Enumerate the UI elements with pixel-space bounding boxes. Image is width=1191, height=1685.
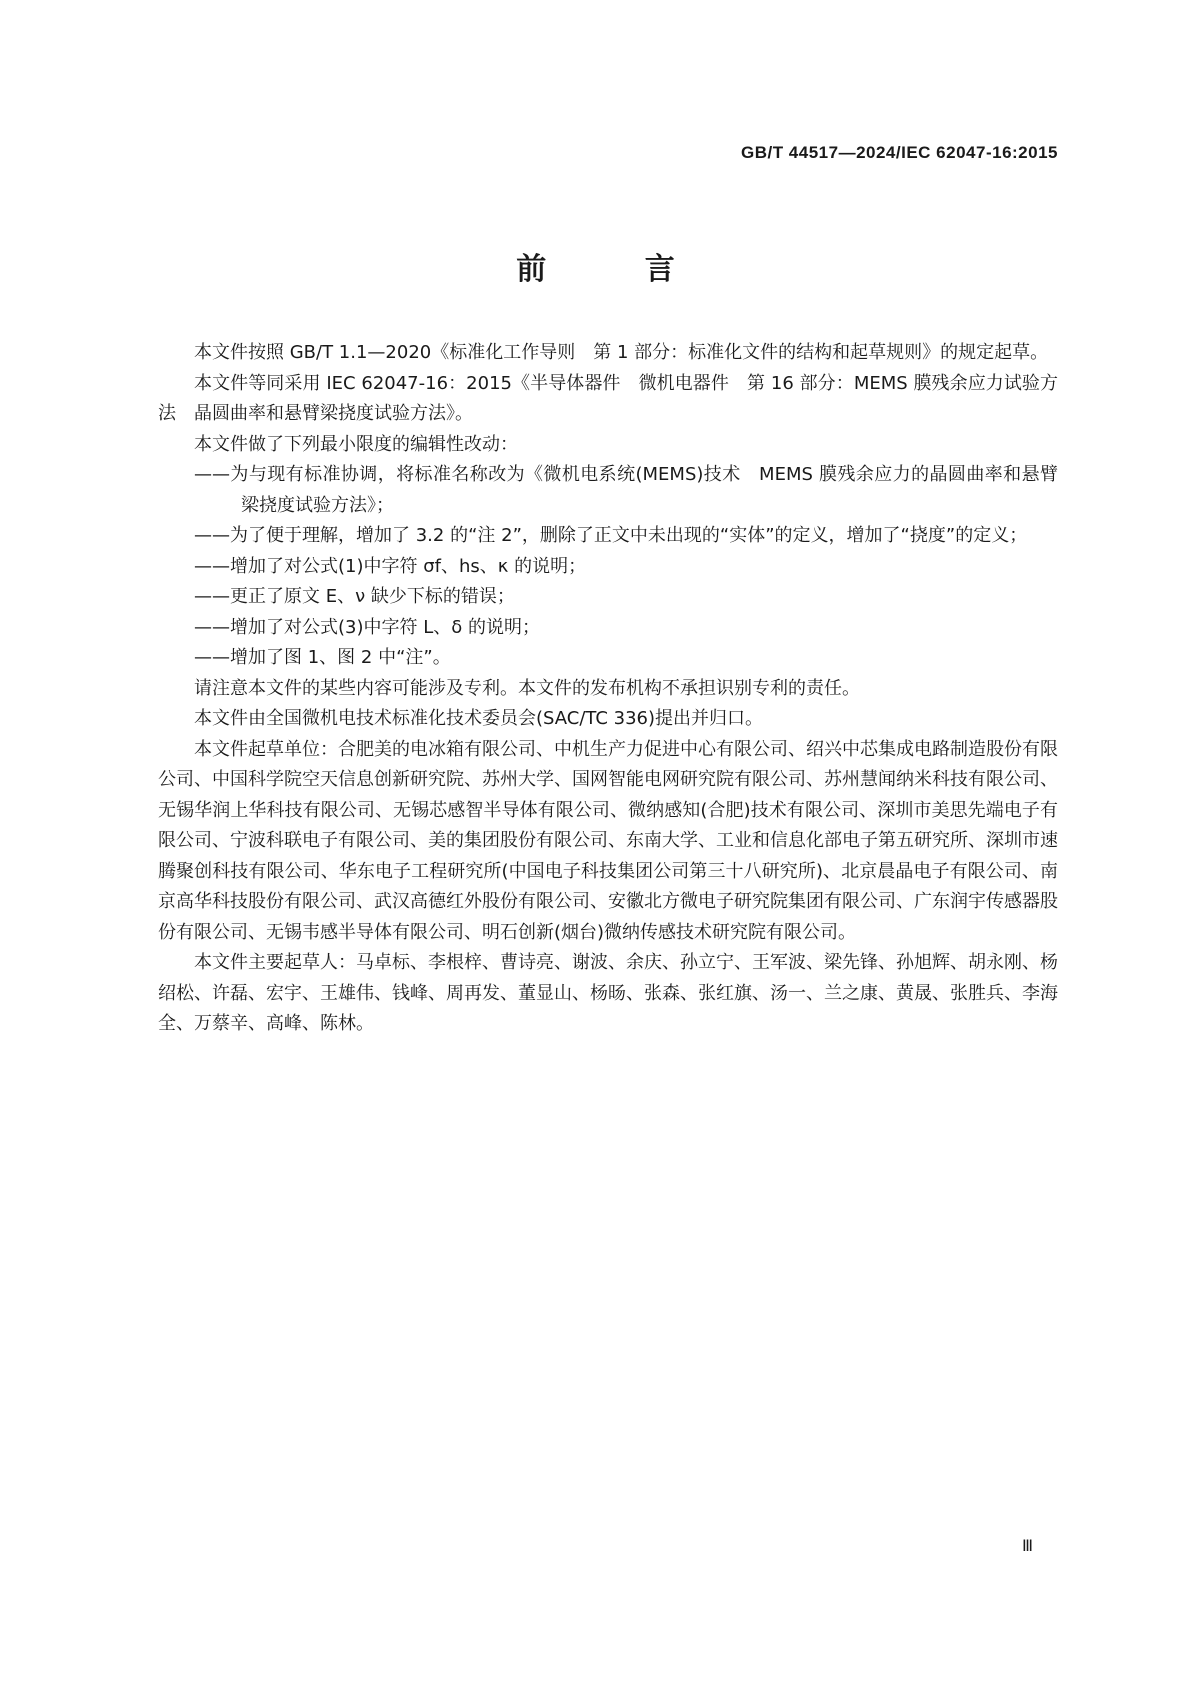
paragraph-drafting-units: 本文件起草单位：合肥美的电冰箱有限公司、中机生产力促进中心有限公司、绍兴中芯集成电路制造股份有限公司、中国科学院空天信息创新研究院、苏州大学、国网智能电网研究院有限公司、苏州慧闻纳米科技有限公司、无锡华润上华科技有限公司、无锡芯感智半导体有限公司、微纳感知(合肥)技术有限公司、深圳市美思先端电子有限公司、宁波科联电子有限公司、美的集团股份有限公司、东南大学、工业和信息化部电子第五研究所、深圳市速腾聚创科技有限公司、华东电子工程研究所(中国电子科技集团公司第三十八研究所)、北京晨晶电子有限公司、南京高华科技股份有限公司、武汉高德红外股份有限公司、安徽北方微电子研究院集团有限公司、广东润宇传感器股份有限公司、无锡韦感半导体有限公司、明石创新(烟台)微纳传感技术研究院有限公司。 <box>158 738 1058 943</box>
paragraph-drafters: 本文件主要起草人：马卓标、李根梓、曹诗亮、谢波、余庆、孙立宁、王军波、梁先锋、孙旭辉、胡永刚、杨绍松、许磊、宏宇、王雄伟、钱峰、周再发、董显山、杨旸、张森、张红旗、汤一、兰之康、黄晟、张胜兵、李海全、万蔡辛、高峰、陈林。 <box>158 952 1058 1034</box>
page-number: Ⅲ <box>1021 1538 1033 1555</box>
standard-code: GB/T 44517—2024/IEC 62047-16:2015 <box>740 143 1058 162</box>
paragraph-patent-notice: 请注意本文件的某些内容可能涉及专利。本文件的发布机构不承担识别专利的责任。 <box>194 677 860 699</box>
paragraph-edits-intro: 本文件做了下列最小限度的编辑性改动： <box>194 433 518 455</box>
list-item: ——更正了原文 E、ν 缺少下标的错误； <box>194 586 515 607</box>
list-item: ——为了便于理解，增加了 3.2 的“注 2”，删除了正文中未出现的“实体”的定义，增加了“挠度”的定义； <box>194 525 1028 546</box>
list-item: ——增加了对公式(3)中字符 L、δ 的说明； <box>194 616 540 638</box>
document-body <box>158 338 1058 1040</box>
paragraph-adoption: 本文件等同采用 IEC 62047-16：2015《半导体器件 微机电器件 第 16 部分：MEMS 膜残余应力试验方法 晶圆曲率和悬臂梁挠度试验方法》。 <box>158 372 1058 424</box>
list-item: ——增加了对公式(1)中字符 σf、hs、κ 的说明； <box>194 555 587 577</box>
list-item: ——增加了图 1、图 2 中“注”。 <box>194 647 451 668</box>
list-item: ——为与现有标准协调，将标准名称改为《微机电系统(MEMS)技术 MEMS 膜残余应力的晶圆曲率和悬臂梁挠度试验方法》； <box>194 464 1058 516</box>
paragraph-proposer: 本文件由全国微机电技术标准化技术委员会(SAC/TC 336)提出并归口。 <box>194 708 764 729</box>
paragraph-drafting-rules: 本文件按照 GB/T 1.1—2020《标准化工作导则 第 1 部分：标准化文件的结构和起草规则》的规定起草。 <box>194 342 1049 363</box>
page-title: 前 言 <box>516 252 719 287</box>
